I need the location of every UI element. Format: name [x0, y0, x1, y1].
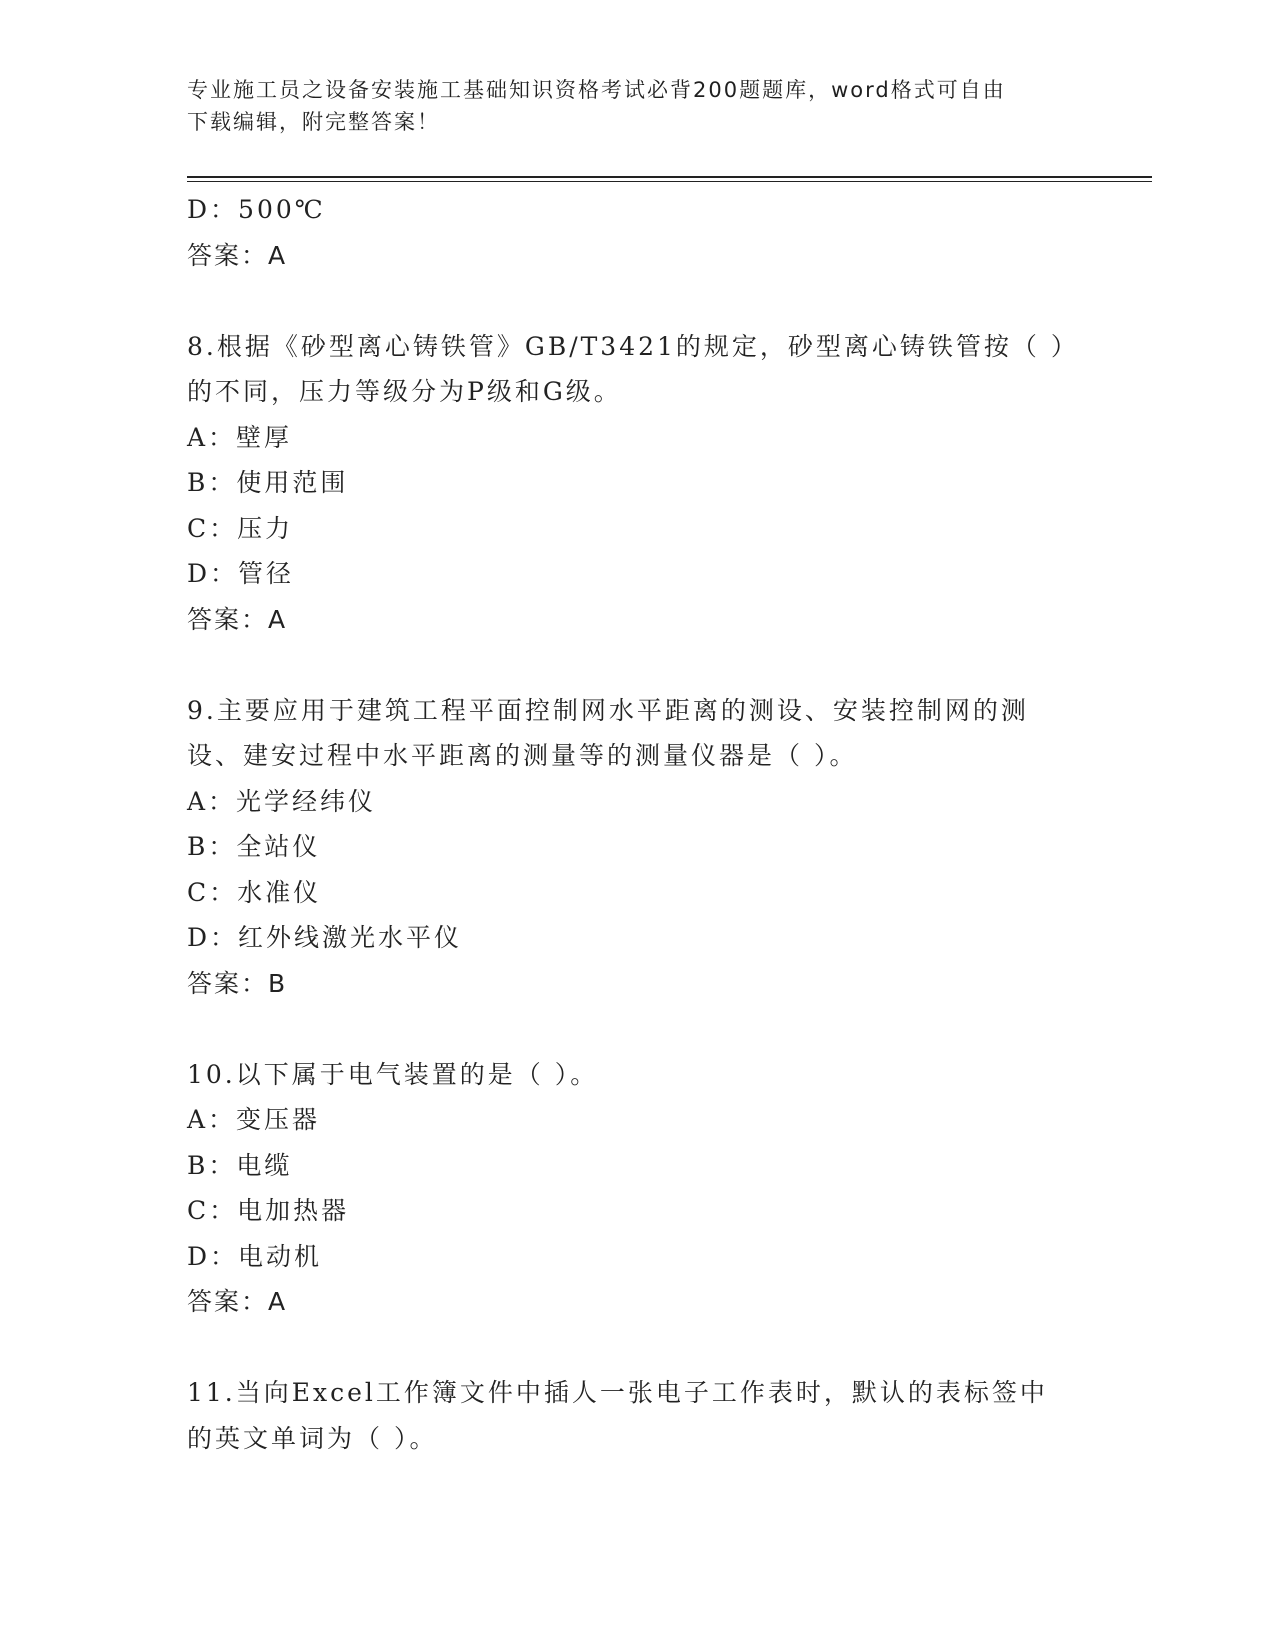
- answer-line: 答案：A: [187, 1287, 288, 1316]
- text-line: 8.根据《砂型离心铸铁管》GB/T3421的规定，砂型离心铸铁管按（ ）: [187, 331, 1079, 361]
- answer-line: 答案：A: [187, 604, 288, 634]
- question-content: [187, 187, 1087, 1461]
- paragraph-gap: [187, 642, 1087, 688]
- text-line: A：光学经纬仪: [187, 786, 377, 816]
- text-line: 的不同，压力等级分为P级和G级。: [187, 377, 622, 406]
- header-rule-thick: [187, 176, 1152, 178]
- text-line: A：壁厚: [187, 422, 293, 452]
- answer-line: 答案：B: [187, 968, 288, 998]
- text-line: 10.以下属于电气装置的是（ ）。: [187, 1059, 599, 1089]
- text-line: D：500℃: [187, 195, 326, 224]
- text-line: D：管径: [187, 559, 295, 588]
- header-line-1: 专业施工员之设备安装施工基础知识资格考试必背200题题库，word格式可自由: [187, 78, 1006, 102]
- header-line-2: 下载编辑，附完整答案！: [187, 110, 440, 134]
- header-rule-thin: [187, 181, 1152, 182]
- paragraph-gap: [187, 1006, 1087, 1052]
- text-line: D：电动机: [187, 1241, 323, 1271]
- text-line: 的英文单词为（ ）。: [187, 1423, 438, 1453]
- paragraph-gap: [187, 278, 1087, 324]
- text-line: C：电加热器: [187, 1196, 350, 1225]
- text-line: 9.主要应用于建筑工程平面控制网水平距离的测设、安装控制网的测: [187, 695, 1029, 725]
- text-line: D：红外线激光水平仪: [187, 923, 463, 952]
- text-line: B：全站仪: [187, 832, 321, 861]
- text-line: B：电缆: [187, 1150, 293, 1180]
- text-line: 11.当向Excel工作簿文件中插人一张电子工作表时，默认的表标签中: [187, 1378, 1048, 1407]
- text-line: 设、建安过程中水平距离的测量等的测量仪器是（ ）。: [187, 741, 858, 770]
- text-line: C：水准仪: [187, 877, 322, 907]
- paragraph-gap: [187, 1325, 1087, 1371]
- text-line: C：压力: [187, 513, 294, 543]
- answer-line: 答案：A: [187, 240, 288, 270]
- text-line: A：变压器: [187, 1105, 321, 1134]
- text-line: B：使用范围: [187, 468, 349, 497]
- document-header: [187, 74, 1087, 138]
